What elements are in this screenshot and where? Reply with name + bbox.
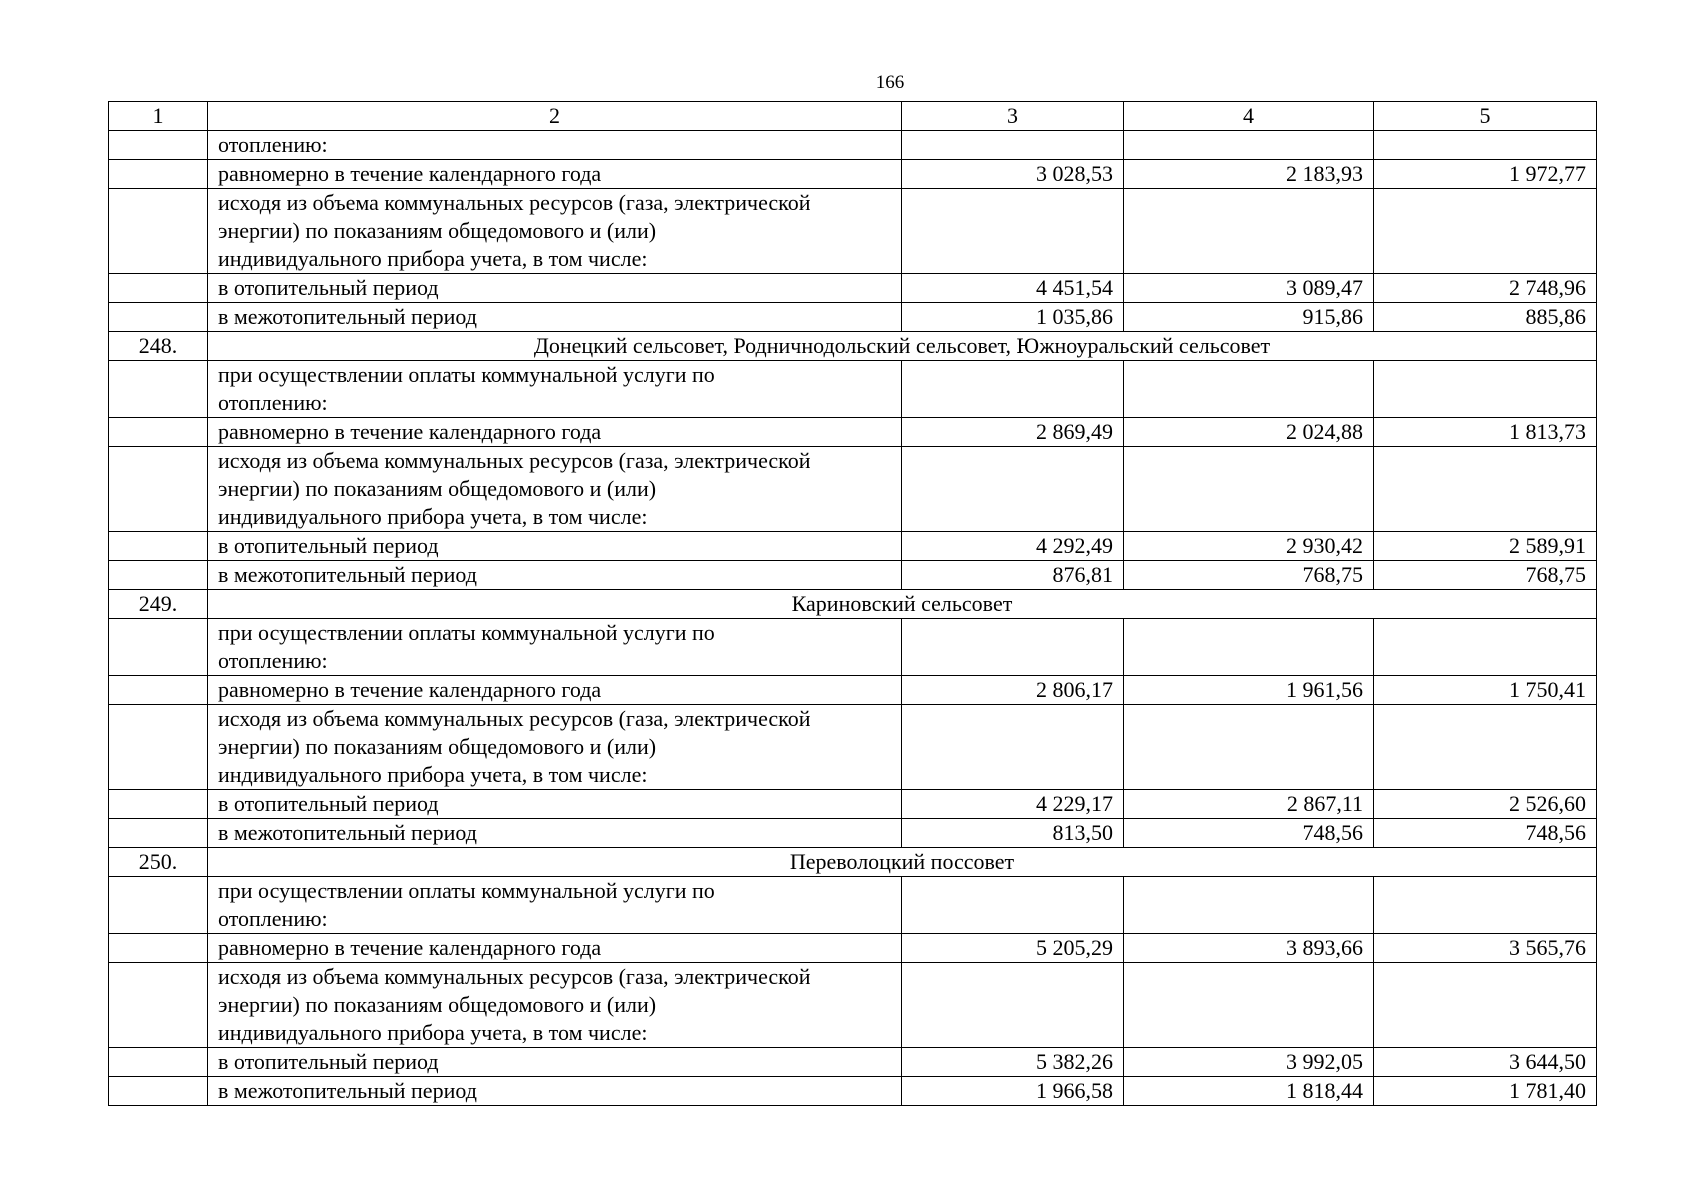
row-index-cell: [109, 676, 208, 705]
value-col-3: [902, 619, 1124, 676]
value-col-5: 1 750,41: [1374, 676, 1597, 705]
row-index-cell: [109, 705, 208, 790]
description-line: исходя из объема коммунальных ресурсов (газа, электрической: [218, 448, 811, 473]
description-line: отоплению:: [218, 648, 328, 673]
value-col-4: 3 089,47: [1124, 274, 1374, 303]
value-col-3: 1 035,86: [902, 303, 1124, 332]
value-col-3: [902, 877, 1124, 934]
row-index-cell: [109, 532, 208, 561]
column-header-4: 4: [1124, 102, 1374, 131]
value-col-5: 885,86: [1374, 303, 1597, 332]
description-line: равномерно в течение календарного года: [218, 935, 602, 960]
table-row: [109, 877, 1597, 934]
description-line: в отопительный период: [218, 533, 439, 558]
section-index: 249.: [109, 590, 208, 619]
value-col-4: [1124, 963, 1374, 1048]
description-line: в межотопительный период: [218, 304, 477, 329]
value-col-5: [1374, 361, 1597, 418]
column-header-2: 2: [208, 102, 902, 131]
value-col-5: 748,56: [1374, 819, 1597, 848]
row-index-cell: [109, 447, 208, 532]
row-index-cell: [109, 790, 208, 819]
description-line: исходя из объема коммунальных ресурсов (газа, электрической: [218, 706, 811, 731]
value-col-3: 5 205,29: [902, 934, 1124, 963]
value-col-5: 3 644,50: [1374, 1048, 1597, 1077]
section-index: 250.: [109, 848, 208, 877]
value-col-5: 3 565,76: [1374, 934, 1597, 963]
row-description: [208, 1077, 902, 1106]
row-index-cell: [109, 877, 208, 934]
value-col-5: [1374, 131, 1597, 160]
value-col-4: 915,86: [1124, 303, 1374, 332]
value-col-3: 3 028,53: [902, 160, 1124, 189]
value-col-5: [1374, 705, 1597, 790]
description-line: равномерно в течение календарного года: [218, 419, 602, 444]
value-col-5: [1374, 619, 1597, 676]
column-header-5: 5: [1374, 102, 1597, 131]
value-col-4: 748,56: [1124, 819, 1374, 848]
page-number: 166: [875, 72, 905, 93]
value-col-5: 1 972,77: [1374, 160, 1597, 189]
table-row: [109, 361, 1597, 418]
value-col-3: 813,50: [902, 819, 1124, 848]
value-col-4: 1 961,56: [1124, 676, 1374, 705]
value-col-4: 2 183,93: [1124, 160, 1374, 189]
value-col-4: 2 930,42: [1124, 532, 1374, 561]
row-description: [208, 1048, 902, 1077]
value-col-4: 2 024,88: [1124, 418, 1374, 447]
table-row: [109, 934, 1597, 963]
row-description: [208, 705, 902, 790]
table-body: [109, 131, 1597, 1106]
value-col-3: [902, 447, 1124, 532]
value-col-4: 768,75: [1124, 561, 1374, 590]
section-title: Кариновский сельсовет: [208, 590, 1597, 619]
row-index-cell: [109, 1077, 208, 1106]
value-col-3: 4 229,17: [902, 790, 1124, 819]
description-line: индивидуального прибора учета, в том числе:: [218, 504, 648, 529]
value-col-5: [1374, 963, 1597, 1048]
row-index-cell: [109, 274, 208, 303]
table-row: [109, 131, 1597, 160]
description-line: индивидуального прибора учета, в том числе:: [218, 762, 648, 787]
row-index-cell: [109, 619, 208, 676]
description-line: отоплению:: [218, 906, 328, 931]
description-line: исходя из объема коммунальных ресурсов (газа, электрической: [218, 964, 811, 989]
value-col-5: 2 748,96: [1374, 274, 1597, 303]
row-index-cell: [109, 303, 208, 332]
row-description: [208, 418, 902, 447]
row-description: [208, 877, 902, 934]
value-col-4: [1124, 705, 1374, 790]
tariff-table: [108, 101, 1597, 1106]
row-index-cell: [109, 819, 208, 848]
value-col-4: [1124, 877, 1374, 934]
column-header-3: 3: [902, 102, 1124, 131]
description-line: в отопительный период: [218, 1049, 439, 1074]
row-description: [208, 561, 902, 590]
row-description: [208, 790, 902, 819]
value-col-5: 2 589,91: [1374, 532, 1597, 561]
table-row: [109, 447, 1597, 532]
value-col-3: 4 451,54: [902, 274, 1124, 303]
value-col-5: [1374, 189, 1597, 274]
section-title: Донецкий сельсовет, Родничнодольский сельсовет, Южноуральский сельсовет: [208, 332, 1597, 361]
value-col-4: [1124, 189, 1374, 274]
section-row: [109, 332, 1597, 361]
table-row: [109, 418, 1597, 447]
row-description: [208, 303, 902, 332]
value-col-3: 2 806,17: [902, 676, 1124, 705]
value-col-5: 768,75: [1374, 561, 1597, 590]
row-description: [208, 361, 902, 418]
description-line: энергии) по показаниям общедомового и (или): [218, 218, 657, 243]
description-line: в отопительный период: [218, 791, 439, 816]
table-row: [109, 303, 1597, 332]
table-row: [109, 676, 1597, 705]
value-col-3: [902, 963, 1124, 1048]
value-col-3: [902, 705, 1124, 790]
value-col-4: [1124, 619, 1374, 676]
row-index-cell: [109, 131, 208, 160]
description-line: равномерно в течение календарного года: [218, 677, 602, 702]
value-col-3: 876,81: [902, 561, 1124, 590]
row-description: [208, 189, 902, 274]
row-description: [208, 819, 902, 848]
table-header-row: [109, 102, 1597, 131]
row-description: [208, 160, 902, 189]
row-index-cell: [109, 1048, 208, 1077]
table-row: [109, 819, 1597, 848]
row-description: [208, 934, 902, 963]
row-description: [208, 131, 902, 160]
value-col-5: 1 781,40: [1374, 1077, 1597, 1106]
table-row: [109, 561, 1597, 590]
row-index-cell: [109, 418, 208, 447]
value-col-4: 1 818,44: [1124, 1077, 1374, 1106]
table-row: [109, 963, 1597, 1048]
row-index-cell: [109, 189, 208, 274]
row-index-cell: [109, 934, 208, 963]
row-description: [208, 447, 902, 532]
description-line: индивидуального прибора учета, в том числе:: [218, 246, 648, 271]
description-line: при осуществлении оплаты коммунальной услуги по: [218, 362, 715, 387]
value-col-3: 1 966,58: [902, 1077, 1124, 1106]
table-row: [109, 790, 1597, 819]
value-col-4: 3 893,66: [1124, 934, 1374, 963]
table-row: [109, 274, 1597, 303]
table-row: [109, 160, 1597, 189]
row-index-cell: [109, 361, 208, 418]
value-col-3: [902, 189, 1124, 274]
description-line: отоплению:: [218, 390, 328, 415]
row-index-cell: [109, 160, 208, 189]
value-col-4: 2 867,11: [1124, 790, 1374, 819]
value-col-3: [902, 131, 1124, 160]
section-row: [109, 590, 1597, 619]
section-row: [109, 848, 1597, 877]
value-col-4: 3 992,05: [1124, 1048, 1374, 1077]
value-col-5: 2 526,60: [1374, 790, 1597, 819]
row-description: [208, 676, 902, 705]
description-line: индивидуального прибора учета, в том числе:: [218, 1020, 648, 1045]
value-col-5: [1374, 447, 1597, 532]
row-description: [208, 274, 902, 303]
section-index: 248.: [109, 332, 208, 361]
row-description: [208, 619, 902, 676]
row-description: [208, 963, 902, 1048]
row-index-cell: [109, 963, 208, 1048]
value-col-4: [1124, 131, 1374, 160]
value-col-3: 2 869,49: [902, 418, 1124, 447]
value-col-3: 5 382,26: [902, 1048, 1124, 1077]
section-title: Переволоцкий поссовет: [208, 848, 1597, 877]
table-row: [109, 1077, 1597, 1106]
description-line: равномерно в течение календарного года: [218, 161, 602, 186]
description-line: энергии) по показаниям общедомового и (или): [218, 476, 657, 501]
row-index-cell: [109, 561, 208, 590]
value-col-3: [902, 361, 1124, 418]
description-line: при осуществлении оплаты коммунальной услуги по: [218, 620, 715, 645]
table-row: [109, 1048, 1597, 1077]
value-col-5: [1374, 877, 1597, 934]
table-row: [109, 189, 1597, 274]
description-line: отоплению:: [218, 132, 328, 157]
description-line: в межотопительный период: [218, 1078, 477, 1103]
table-row: [109, 705, 1597, 790]
table-row: [109, 619, 1597, 676]
value-col-3: 4 292,49: [902, 532, 1124, 561]
value-col-4: [1124, 447, 1374, 532]
value-col-5: 1 813,73: [1374, 418, 1597, 447]
table-row: [109, 532, 1597, 561]
value-col-4: [1124, 361, 1374, 418]
description-line: в межотопительный период: [218, 562, 477, 587]
description-line: энергии) по показаниям общедомового и (или): [218, 734, 657, 759]
description-line: в отопительный период: [218, 275, 439, 300]
row-description: [208, 532, 902, 561]
description-line: при осуществлении оплаты коммунальной услуги по: [218, 878, 715, 903]
description-line: исходя из объема коммунальных ресурсов (газа, электрической: [218, 190, 811, 215]
description-line: в межотопительный период: [218, 820, 477, 845]
column-header-1: 1: [109, 102, 208, 131]
description-line: энергии) по показаниям общедомового и (или): [218, 992, 657, 1017]
